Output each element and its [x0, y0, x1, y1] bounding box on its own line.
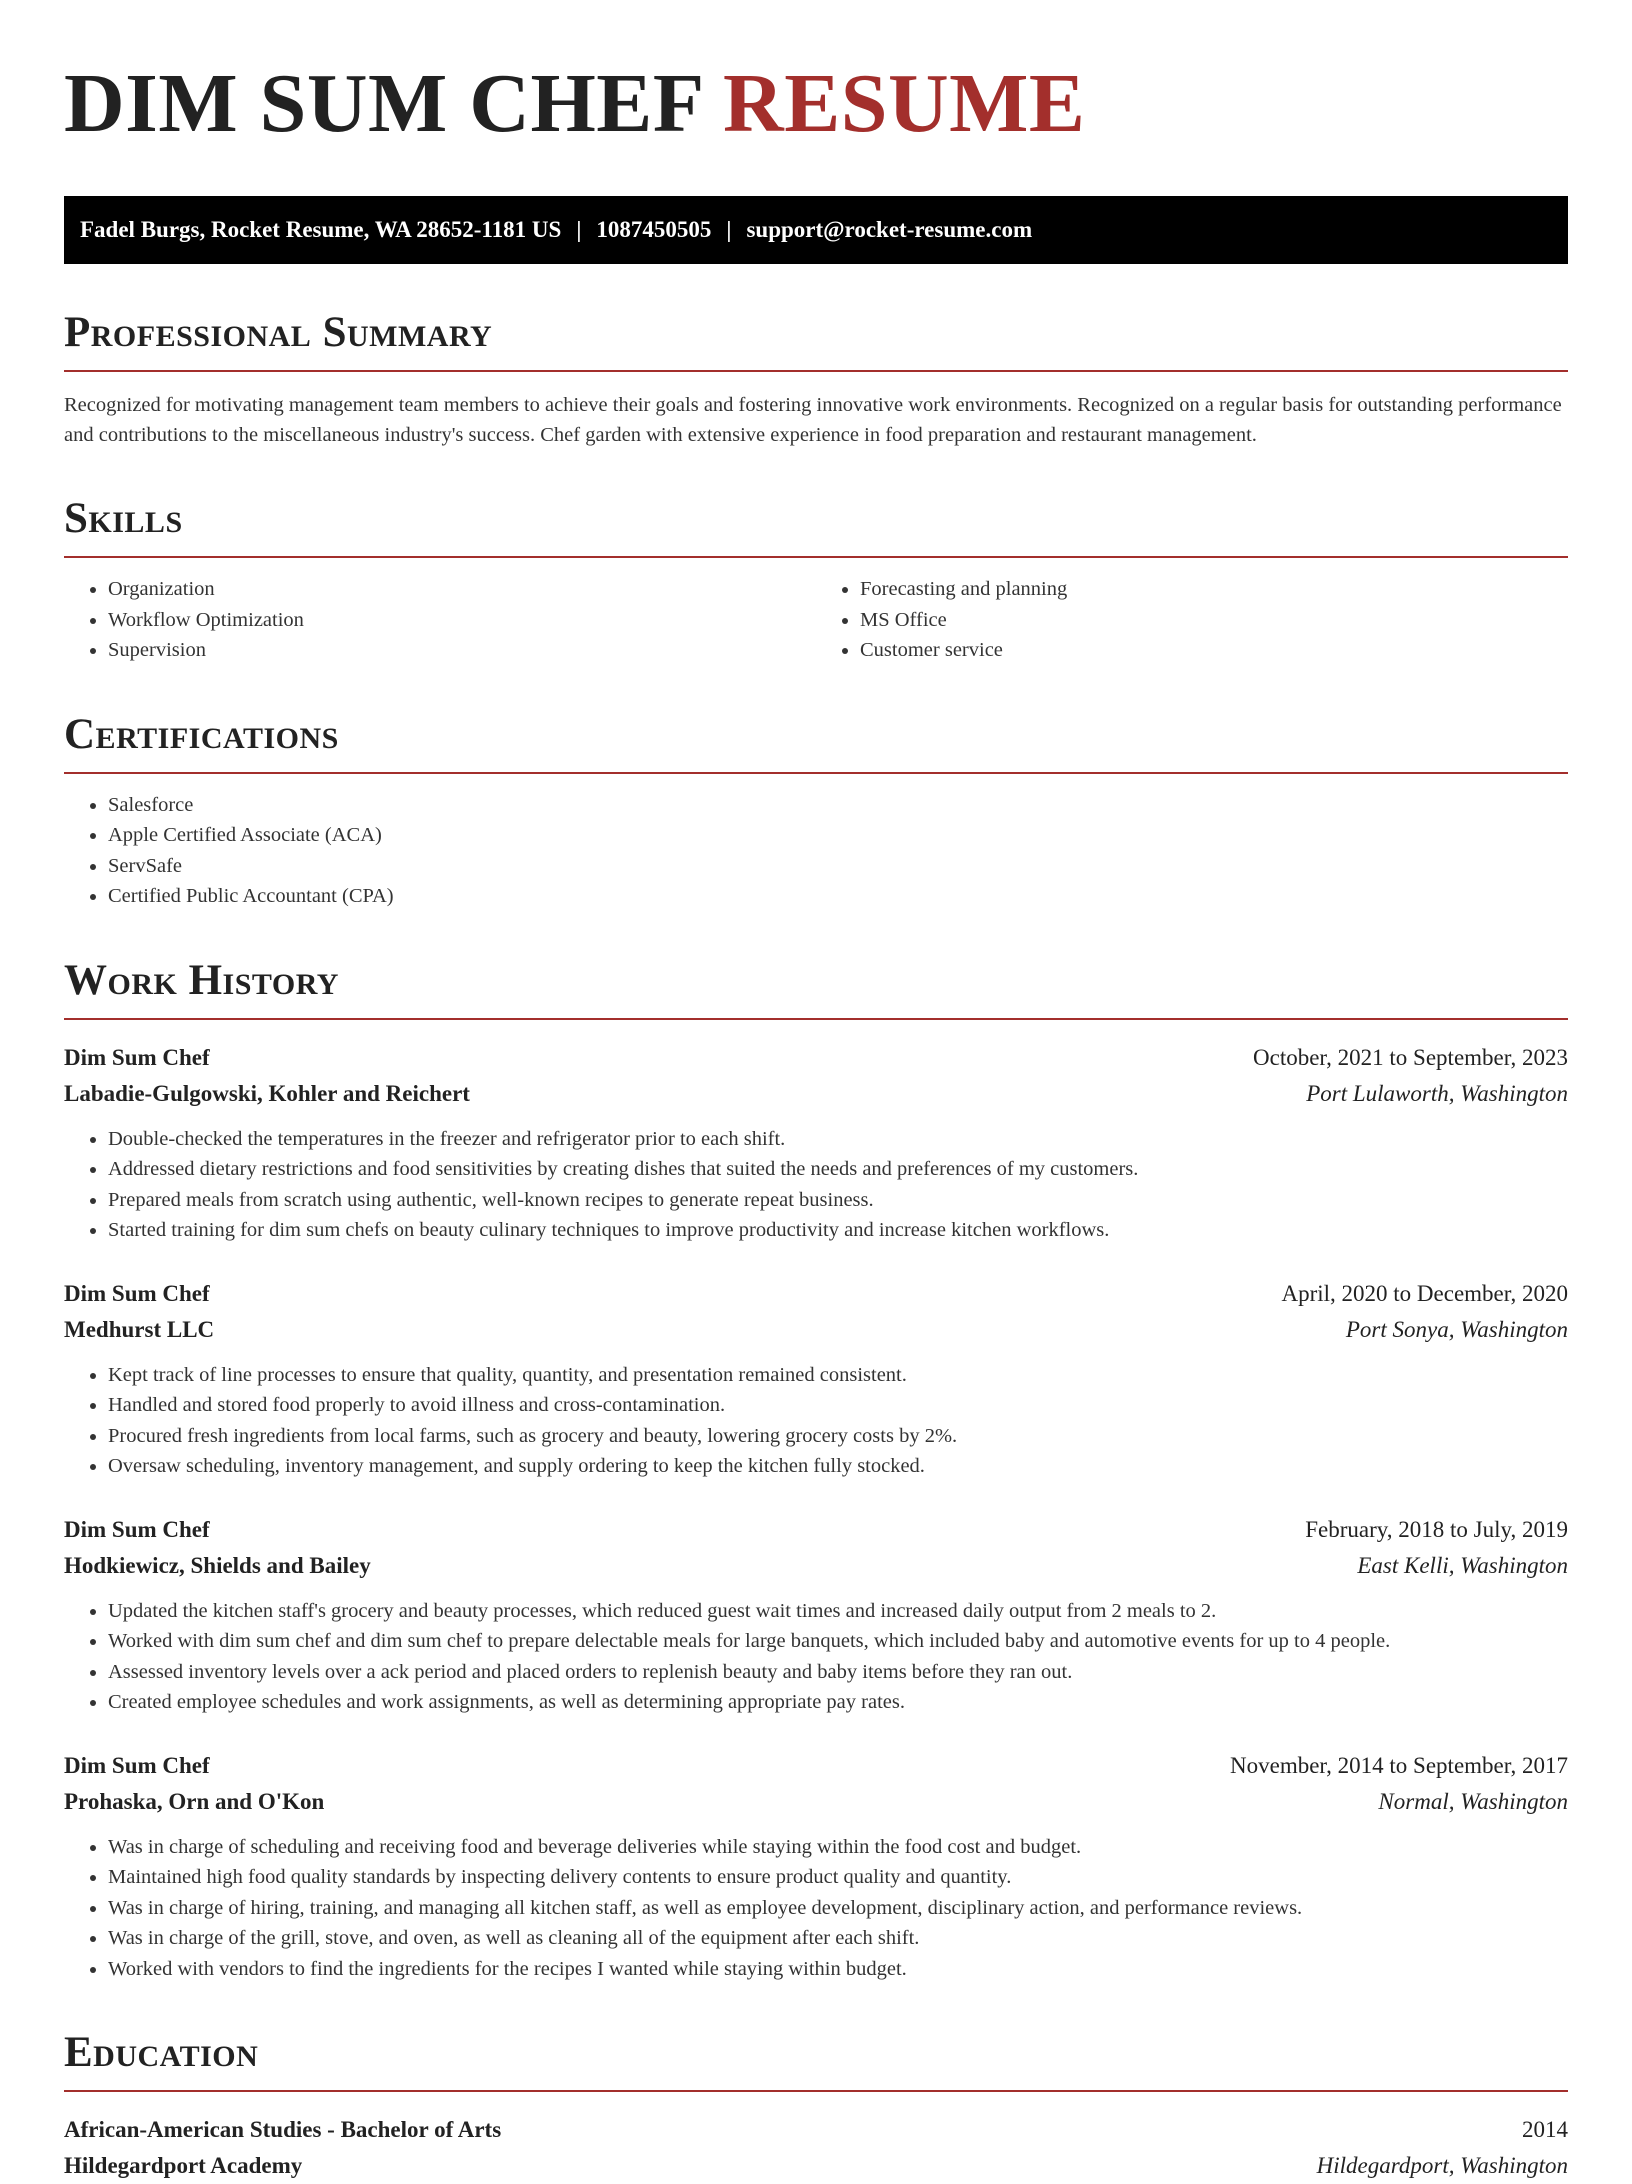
- job-bullet: • Addressed dietary restrictions and food sensitivities by creating dishes that suited the needs and preferences of my customers.: [108, 1154, 1568, 1185]
- skills-section: [64, 494, 1568, 666]
- job-title: Dim Sum Chef: [64, 1280, 210, 1306]
- resume-title: [64, 0, 1568, 154]
- job-company: Prohaska, Orn and O'Kon: [64, 1788, 325, 1814]
- job-bullet: • Updated the kitchen staff's grocery and beauty processes, which reduced guest wait times and increased daily output from 2 meals to 2.: [108, 1596, 1568, 1627]
- job-bullet: • Was in charge of scheduling and receiving food and beverage deliveries while staying within the food cost and budget.: [108, 1832, 1568, 1863]
- job-bullet: • Procured fresh ingredients from local farms, such as grocery and beauty, lowering grocery costs by 2%.: [108, 1421, 1568, 1452]
- job-entry: [64, 1512, 1568, 1718]
- job-title: Dim Sum Chef: [64, 1752, 210, 1778]
- job-bullet: • Worked with vendors to find the ingredients for the recipes I wanted while staying within budget.: [108, 1954, 1568, 1985]
- summary-heading: Professional Summary: [64, 308, 1568, 372]
- job-title: Dim Sum Chef: [64, 1516, 210, 1542]
- education-section: [64, 2028, 1568, 2184]
- job-bullet: • Handled and stored food properly to avoid illness and cross-contamination.: [108, 1390, 1568, 1421]
- job-location: Port Sonya, Washington: [1345, 1316, 1568, 1342]
- education-entry: [64, 2112, 1568, 2184]
- work-history-section: [64, 956, 1568, 1985]
- job-dates: November, 2014 to September, 2017: [1230, 1752, 1568, 1778]
- job-company: Hodkiewicz, Shields and Bailey: [64, 1552, 371, 1578]
- skills-heading: Skills: [64, 494, 1568, 558]
- education-school: Hildegardport Academy: [64, 2153, 303, 2178]
- job-location: Port Lulaworth, Washington: [1306, 1080, 1568, 1106]
- job-dates: February, 2018 to July, 2019: [1305, 1516, 1568, 1542]
- job-bullet: • Assessed inventory levels over a ack period and placed orders to replenish beauty and baby items before they ran out.: [108, 1657, 1568, 1688]
- job-bullets: [64, 1360, 1568, 1482]
- summary-text: Recognized for motivating management team members to achieve their goals and fostering innovative work environments. Recognized on a regular basis for outstanding performance and contributions to the miscellaneous industry's success. Chef garden with extensive experience in food preparation and restaurant management.: [64, 394, 1562, 446]
- job-company: Medhurst LLC: [64, 1316, 215, 1342]
- certification-item: • Salesforce: [108, 790, 1568, 821]
- contact-email: support@rocket-resume.com: [746, 217, 1033, 242]
- title-main: DIM SUM CHEF: [64, 57, 702, 150]
- skill-item: • Supervision: [108, 635, 816, 666]
- contact-phone: 1087450505: [596, 217, 712, 242]
- job-bullet: • Created employee schedules and work assignments, as well as determining appropriate pay rates.: [108, 1687, 1568, 1718]
- education-year: 2014: [1522, 2117, 1568, 2142]
- job-title: Dim Sum Chef: [64, 1044, 210, 1070]
- contact-separator: |: [726, 217, 732, 242]
- certification-item: • ServSafe: [108, 851, 1568, 882]
- skill-item: • Workflow Optimization: [108, 605, 816, 636]
- certification-item: • Apple Certified Associate (ACA): [108, 820, 1568, 851]
- job-location: Normal, Washington: [1378, 1788, 1568, 1814]
- job-entry: [64, 1040, 1568, 1246]
- job-bullets: [64, 1124, 1568, 1246]
- work-history-heading: Work History: [64, 956, 1568, 1020]
- title-accent: RESUME: [723, 57, 1086, 150]
- job-bullet: • Was in charge of hiring, training, and managing all kitchen staff, as well as employee development, disciplinary action, and performance reviews.: [108, 1893, 1568, 1924]
- job-bullets: [64, 1832, 1568, 1985]
- skill-item: • Customer service: [860, 635, 1568, 666]
- job-dates: April, 2020 to December, 2020: [1281, 1280, 1568, 1306]
- skills-grid: [64, 558, 1568, 666]
- contact-address: Fadel Burgs, Rocket Resume, WA 28652-1181 US: [80, 217, 562, 242]
- job-bullet: • Kept track of line processes to ensure that quality, quantity, and presentation remained consistent.: [108, 1360, 1568, 1391]
- job-entry: [64, 1748, 1568, 1985]
- job-bullet: • Prepared meals from scratch using authentic, well-known recipes to generate repeat business.: [108, 1185, 1568, 1216]
- skill-item: • Forecasting and planning: [860, 574, 1568, 605]
- education-heading: Education: [64, 2028, 1568, 2092]
- certifications-list: [64, 790, 1568, 912]
- skill-item: • Organization: [108, 574, 816, 605]
- contact-separator: |: [576, 217, 582, 242]
- skills-list-right: [816, 574, 1568, 666]
- contact-bar: [64, 196, 1568, 264]
- job-bullet: • Started training for dim sum chefs on beauty culinary techniques to improve productivity and increase kitchen workflows.: [108, 1215, 1568, 1246]
- education-location: Hildegardport, Washington: [1316, 2153, 1568, 2178]
- certifications-section: [64, 710, 1568, 912]
- job-company: Labadie-Gulgowski, Kohler and Reichert: [64, 1080, 470, 1106]
- job-location: East Kelli, Washington: [1357, 1552, 1568, 1578]
- education-degree: African-American Studies - Bachelor of Arts: [64, 2117, 502, 2142]
- skills-list-left: [64, 574, 816, 666]
- job-bullets: [64, 1596, 1568, 1718]
- summary-section: [64, 308, 1568, 450]
- job-bullet: • Worked with dim sum chef and dim sum chef to prepare delectable meals for large banquets, which included baby and automotive events for up to 4 people.: [108, 1626, 1568, 1657]
- job-bullet: • Maintained high food quality standards by inspecting delivery contents to ensure product quality and quantity.: [108, 1862, 1568, 1893]
- job-bullet: • Double-checked the temperatures in the freezer and refrigerator prior to each shift.: [108, 1124, 1568, 1155]
- job-entry: [64, 1276, 1568, 1482]
- job-bullet: • Oversaw scheduling, inventory management, and supply ordering to keep the kitchen fully stocked.: [108, 1451, 1568, 1482]
- skill-item: • MS Office: [860, 605, 1568, 636]
- certification-item: • Certified Public Accountant (CPA): [108, 881, 1568, 912]
- certifications-heading: Certifications: [64, 710, 1568, 774]
- job-bullet: • Was in charge of the grill, stove, and oven, as well as cleaning all of the equipment after each shift.: [108, 1923, 1568, 1954]
- job-dates: October, 2021 to September, 2023: [1253, 1044, 1568, 1070]
